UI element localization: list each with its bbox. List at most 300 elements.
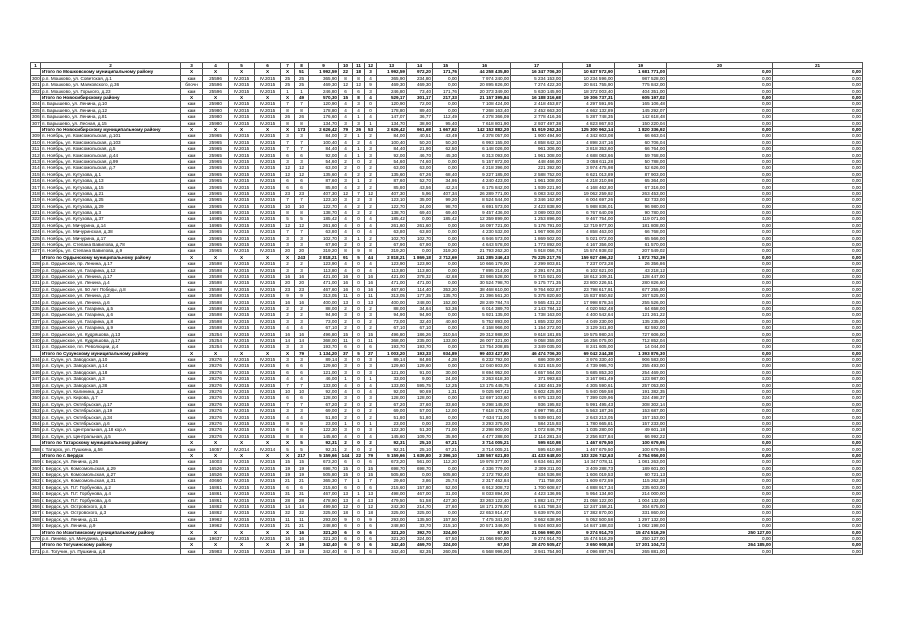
- table-cell: 0: [353, 165, 365, 171]
- table-cell: кам: [181, 376, 203, 382]
- table-cell: 336: [32, 312, 40, 318]
- table-cell: 0,00: [773, 203, 863, 209]
- table-cell: 99,20: [433, 197, 459, 203]
- table-cell: 0,00: [773, 388, 863, 394]
- table-cell: 122,30: [377, 427, 407, 433]
- table-cell: 0,00: [773, 235, 863, 241]
- table-cell: X: [203, 94, 229, 100]
- address-cell: п. Ноябрь, ул. Комсомольская, д.5: [41, 146, 181, 152]
- table-cell: 320: [32, 203, 40, 209]
- table-cell: IV.2015: [255, 152, 281, 158]
- table-cell: 6 912 308,72: [459, 484, 511, 490]
- table-cell: 25980: [203, 120, 229, 126]
- table-cell: 8: [353, 94, 365, 100]
- table-cell: 3: [365, 395, 377, 401]
- table-cell: 364: [32, 491, 40, 497]
- table-cell: 46,00: [309, 376, 339, 382]
- address-cell: п. Ноябрь, ул. Комсомольская, д.103: [41, 139, 181, 145]
- table-cell: кам: [181, 388, 203, 394]
- table-cell: 313,05: [309, 293, 339, 299]
- table-cell: 1 609 672,59: [563, 478, 615, 484]
- table-cell: 20 895 826,00: [459, 82, 511, 88]
- table-cell: 4 688 083,66: [563, 152, 615, 158]
- table-cell: 0,00: [773, 446, 863, 452]
- table-cell: 19 978 377,00: [459, 459, 511, 465]
- table-cell: 67,90: [407, 241, 433, 247]
- table-cell: 4: [365, 229, 377, 235]
- table-cell: 135 235,00: [615, 318, 667, 324]
- table-cell: 584 215,93: [511, 420, 563, 426]
- table-cell: 3: [339, 395, 353, 401]
- table-cell: IV.2015: [255, 478, 281, 484]
- table-cell: 0,00: [773, 369, 863, 375]
- table-cell: 88,00: [377, 305, 407, 311]
- table-cell: 8: [353, 75, 365, 81]
- table-cell: 7 108 424,00: [459, 101, 511, 107]
- table-cell: 113,80: [309, 267, 339, 273]
- table-cell: 9 274 914,70: [511, 535, 563, 541]
- table-cell: 352: [32, 408, 40, 414]
- table-cell: 100 679,95: [615, 446, 667, 452]
- table-cell: 121,00: [377, 369, 407, 375]
- table-cell: 3: [339, 369, 353, 375]
- table-cell: 342,40: [309, 548, 339, 554]
- table-cell: 92,00: [377, 388, 407, 394]
- table-cell: 0,00: [433, 75, 459, 81]
- table-cell: 5: [353, 254, 365, 260]
- table-cell: 378,32: [407, 273, 433, 279]
- table-cell: 3 089 003,00: [511, 209, 563, 215]
- table-cell: 5 234 153,00: [511, 75, 563, 81]
- table-cell: кам: [181, 178, 203, 184]
- table-cell: 87 903,00: [615, 171, 667, 177]
- table-cell: IV.2015: [255, 184, 281, 190]
- table-cell: IV.2015: [229, 209, 255, 215]
- table-cell: 9 227 185,00: [459, 171, 511, 177]
- address-cell: г. Татарск, ул. Пушкина, д.56: [41, 446, 181, 452]
- table-cell: кам: [181, 158, 203, 164]
- table-cell: 8 033 894,00: [459, 491, 511, 497]
- table-cell: 100,40: [377, 139, 407, 145]
- table-cell: 0: [353, 548, 365, 554]
- table-cell: 4: [295, 414, 309, 420]
- table-cell: 4 182 461,39: [511, 382, 563, 388]
- table-cell: 16: [281, 535, 295, 541]
- table-cell: 1: [353, 178, 365, 184]
- table-cell: 26: [353, 126, 365, 132]
- table-cell: 1 992,59: [309, 69, 339, 75]
- table-cell: 120,90: [377, 101, 407, 107]
- table-cell: 8 241 605,00: [563, 344, 615, 350]
- table-cell: 4: [339, 216, 353, 222]
- table-cell: 0,00: [773, 510, 863, 516]
- table-cell: 324,00: [407, 535, 433, 541]
- table-cell: 14: [281, 503, 295, 509]
- table-cell: 356: [32, 433, 40, 439]
- table-cell: 314: [32, 165, 40, 171]
- table-cell: кам: [181, 222, 203, 228]
- table-cell: 2 298 900,00: [459, 427, 511, 433]
- table-cell: 302: [32, 88, 40, 94]
- table-cell: 6: [295, 369, 309, 375]
- table-cell: 1: [353, 133, 365, 139]
- table-cell: 6: [281, 427, 295, 433]
- table-cell: 100,40: [309, 139, 339, 145]
- table-cell: 6 102 621,00: [563, 267, 615, 273]
- table-cell: 1: [281, 88, 295, 94]
- table-cell: кам: [181, 510, 203, 516]
- table-cell: 12: [295, 222, 309, 228]
- table-cell: 29276: [203, 408, 229, 414]
- table-cell: 12: [281, 222, 295, 228]
- table-cell: 368: [32, 516, 40, 522]
- table-cell: 6 568 996,00: [459, 548, 511, 554]
- table-cell: 8 694 952,00: [459, 369, 511, 375]
- table-cell: 62,50: [433, 146, 459, 152]
- table-cell: 25983: [203, 548, 229, 554]
- table-cell: 6: [295, 427, 309, 433]
- table-cell: 9: [281, 420, 295, 426]
- table-cell: 157 233,00: [615, 420, 667, 426]
- table-cell: 0,00: [773, 363, 863, 369]
- table-cell: 427,30: [433, 497, 459, 503]
- table-cell: 23 800 226,51: [563, 280, 615, 286]
- table-cell: 133,00: [433, 337, 459, 343]
- table-cell: 40,60: [433, 318, 459, 324]
- table-cell: 0: [353, 535, 365, 541]
- table-cell: 8: [295, 433, 309, 439]
- table-cell: кам: [181, 503, 203, 509]
- table-cell: 29276: [203, 363, 229, 369]
- table-cell: 60 721,13: [615, 472, 667, 478]
- table-cell: IV.2015: [255, 82, 281, 88]
- table-cell: 21 157 395,84: [459, 94, 511, 100]
- table-cell: 255 526,00: [615, 299, 667, 305]
- address-cell: п. Ноябрь, ул. Мичуринская, д.38: [41, 229, 181, 235]
- table-cell: 2: [365, 158, 377, 164]
- table-cell: IV.2015: [229, 382, 255, 388]
- table-cell: 1 869,18: [407, 254, 433, 260]
- table-cell: 4 858 463,00: [563, 229, 615, 235]
- table-cell: 9 274 914,70: [563, 529, 615, 535]
- table-cell: 467,00: [309, 491, 339, 497]
- table-cell: X: [255, 440, 281, 446]
- table-cell: 0,00: [667, 356, 773, 362]
- table-cell: X: [229, 440, 255, 446]
- table-cell: 5 563 187,36: [563, 408, 615, 414]
- table-cell: 13: [339, 491, 353, 497]
- table-cell: 16526: [203, 465, 229, 471]
- table-cell: 301,17: [407, 94, 433, 100]
- table-cell: X: [181, 69, 203, 75]
- table-cell: 0,00: [773, 184, 863, 190]
- table-cell: 4 378 057,00: [459, 133, 511, 139]
- column-number-cell: 9: [309, 63, 339, 69]
- table-cell: кам: [181, 139, 203, 145]
- table-cell: 1 681 771,00: [615, 69, 667, 75]
- table-cell: 1 773 892,00: [511, 241, 563, 247]
- table-cell: 121,00: [309, 369, 339, 375]
- table-cell: 6: [281, 184, 295, 190]
- table-cell: 0: [353, 542, 365, 548]
- table-cell: 1: [353, 235, 365, 241]
- address-cell: г. Бердск, ул. Комсомольская, д.29: [41, 465, 181, 471]
- table-cell: IV.2015: [255, 401, 281, 407]
- column-number-cell: 19: [615, 63, 667, 69]
- table-cell: 0: [353, 414, 365, 420]
- table-cell: кам: [181, 305, 203, 311]
- table-cell: 0: [353, 312, 365, 318]
- table-cell: 52,70: [407, 178, 433, 184]
- table-cell: 25598: [203, 280, 229, 286]
- table-cell: 6: [339, 459, 353, 465]
- table-cell: 333: [32, 293, 40, 299]
- table-cell: кам: [181, 535, 203, 541]
- table-cell: 0: [353, 229, 365, 235]
- table-cell: 332: [32, 286, 40, 292]
- table-cell: 4: [339, 184, 353, 190]
- table-cell: 677 255,00: [615, 286, 667, 292]
- table-cell: 34,64: [407, 305, 433, 311]
- table-cell: 1: [365, 420, 377, 426]
- table-cell: 0,00: [407, 472, 433, 478]
- table-cell: 2: [365, 235, 377, 241]
- table-cell: 60 706,04: [615, 139, 667, 145]
- table-cell: 0: [353, 510, 365, 516]
- table-cell: IV.2015: [229, 478, 255, 484]
- table-cell: 2: [339, 165, 353, 171]
- table-cell: 3: [281, 356, 295, 362]
- table-cell: 4 336 779,00: [459, 465, 511, 471]
- table-cell: 46 474 706,30: [511, 350, 563, 356]
- table-cell: 321: [32, 210, 40, 216]
- table-cell: 0,00: [773, 69, 863, 75]
- table-cell: 181 808,00: [615, 222, 667, 228]
- table-cell: 53,36: [433, 305, 459, 311]
- table-cell: IV.2015: [229, 158, 255, 164]
- address-cell: р.п. Сузун, ул. Октябрьская, д.19: [41, 408, 181, 414]
- table-cell: кам: [181, 248, 203, 254]
- table-cell: 2 309 311,00: [511, 465, 563, 471]
- table-cell: 7: [353, 190, 365, 196]
- table-cell: 351: [32, 401, 40, 407]
- table-cell: 99 403 427,80: [459, 350, 511, 356]
- table-cell: 3: [339, 235, 353, 241]
- table-cell: IV.2015: [255, 139, 281, 145]
- table-cell: 467,00: [407, 491, 433, 497]
- table-cell: 8: [295, 107, 309, 113]
- spreadsheet: [30, 62, 862, 555]
- address-cell: р.п. Сузун, ул. Заводская, д.14: [41, 363, 181, 369]
- table-cell: кам: [181, 363, 203, 369]
- table-cell: 16: [295, 529, 309, 535]
- table-cell: 0,00: [773, 293, 863, 299]
- table-cell: 0,00: [667, 318, 773, 324]
- table-cell: 775 842,00: [615, 82, 667, 88]
- table-cell: 0,00: [667, 69, 773, 75]
- table-cell: X: [203, 350, 229, 356]
- table-cell: 2: [339, 318, 353, 324]
- column-number-cell: 2: [41, 63, 181, 69]
- table-cell: 2: [365, 414, 377, 420]
- table-cell: 4: [295, 376, 309, 382]
- table-cell: 3 263 618,30: [459, 376, 511, 382]
- table-cell: 6: [295, 178, 309, 184]
- table-cell: IV.2015: [255, 420, 281, 426]
- table-cell: 19: [281, 465, 295, 471]
- table-cell: 0: [353, 325, 365, 331]
- table-cell: кам: [181, 197, 203, 203]
- address-cell: г. Бердск, ул. Ленина, д.11: [41, 516, 181, 522]
- table-cell: 7 618 176,00: [459, 408, 511, 414]
- table-cell: 34,95: [433, 178, 459, 184]
- address-cell: г. Бердск, ул. Ленина, д.26: [41, 459, 181, 465]
- table-cell: IV.2015: [255, 465, 281, 471]
- table-cell: 12: [281, 171, 295, 177]
- table-cell: IV.2015: [229, 241, 255, 247]
- table-cell: 73,00: [309, 318, 339, 324]
- table-cell: 242,30: [377, 503, 407, 509]
- table-cell: 0,00: [667, 503, 773, 509]
- table-cell: X: [255, 452, 281, 458]
- table-cell: 25598: [203, 293, 229, 299]
- table-cell: 0,00: [667, 516, 773, 522]
- table-cell: IV.2015: [229, 484, 255, 490]
- table-cell: IV.2015: [229, 503, 255, 509]
- table-cell: 673,20: [309, 459, 339, 465]
- table-cell: 16 097 721,00: [459, 222, 511, 228]
- table-cell: 25965: [203, 139, 229, 145]
- table-cell: 25598: [203, 299, 229, 305]
- table-cell: 13 175 445,75: [459, 382, 511, 388]
- table-cell: IV.2015: [229, 465, 255, 471]
- table-cell: 3: [339, 356, 353, 362]
- table-cell: 10 234 596,00: [563, 75, 615, 81]
- table-cell: 13: [365, 497, 377, 503]
- table-cell: IV.2015: [255, 503, 281, 509]
- table-cell: X: [181, 254, 203, 260]
- table-cell: 5 630 145,90: [511, 88, 563, 94]
- table-cell: 0,00: [667, 120, 773, 126]
- table-cell: IV.2015: [255, 197, 281, 203]
- table-cell: 0,00: [667, 523, 773, 529]
- table-cell: 328: [32, 261, 40, 267]
- table-cell: 4 858 642,10: [511, 139, 563, 145]
- table-cell: 10: [281, 203, 295, 209]
- table-cell: 1: [295, 88, 309, 94]
- table-cell: IV.2015: [229, 88, 255, 94]
- table-cell: 0,00: [667, 472, 773, 478]
- table-cell: кам: [181, 209, 203, 215]
- table-cell: 0,00: [407, 216, 433, 222]
- table-cell: 7: [281, 197, 295, 203]
- table-cell: 113,80: [407, 267, 433, 273]
- table-cell: 0: [353, 484, 365, 490]
- table-cell: 317: [32, 184, 40, 190]
- table-cell: 595 610,98: [511, 446, 563, 452]
- table-cell: 5 052 500,58: [563, 516, 615, 522]
- table-cell: 4 297 591,95: [563, 101, 615, 107]
- table-cell: 4: [339, 433, 353, 439]
- table-cell: 2 143 784,12: [511, 305, 563, 311]
- table-cell: 342,40: [309, 542, 339, 548]
- table-cell: 145,60: [377, 433, 407, 439]
- table-cell: 14: [295, 337, 309, 343]
- table-cell: 3: [365, 312, 377, 318]
- table-cell: IV.2015: [229, 312, 255, 318]
- table-cell: 67,21: [433, 440, 459, 446]
- table-cell: 0,00: [773, 82, 863, 88]
- table-cell: 2: [365, 171, 377, 177]
- table-cell: 348: [32, 382, 40, 388]
- table-cell: 4 423 136,95: [511, 491, 563, 497]
- table-cell: IV.2015: [255, 318, 281, 324]
- table-cell: 19637: [203, 535, 229, 541]
- table-cell: 698,70: [309, 465, 339, 471]
- table-cell: IV.2015: [229, 216, 255, 222]
- table-cell: 260,05: [433, 548, 459, 554]
- table-cell: 38,90: [407, 120, 433, 126]
- table-cell: 67,50: [459, 529, 511, 535]
- table-cell: IV.2015: [255, 516, 281, 522]
- table-cell: 3 818 353,60: [563, 146, 615, 152]
- table-cell: 961 306,00: [511, 146, 563, 152]
- table-cell: кам: [181, 548, 203, 554]
- table-cell: 193,33: [407, 350, 433, 356]
- table-cell: 123,90: [407, 261, 433, 267]
- table-cell: 178,80: [377, 107, 407, 113]
- table-cell: 7: [295, 382, 309, 388]
- table-cell: кам: [181, 344, 203, 350]
- table-cell: 0,00: [667, 158, 773, 164]
- address-cell: г. Бердск, ул. Комсомольская, д.27: [41, 472, 181, 478]
- table-cell: 7: [281, 229, 295, 235]
- table-cell: 67,10: [407, 325, 433, 331]
- column-number-cell: 12: [365, 63, 377, 69]
- table-cell: 9: [365, 82, 377, 88]
- table-cell: 0,00: [667, 114, 773, 120]
- table-cell: 30 524 798,70: [459, 280, 511, 286]
- table-cell: блочн: [181, 82, 203, 88]
- table-cell: 67,10: [309, 325, 339, 331]
- table-cell: 4 230 532,00: [459, 229, 511, 235]
- address-cell: г. Бердск, ул. Островского, д.5: [41, 503, 181, 509]
- table-cell: 4: [281, 414, 295, 420]
- table-cell: 69 042 244,38: [563, 350, 615, 356]
- table-cell: 67 316,00: [615, 184, 667, 190]
- table-cell: 4 477 288,00: [459, 433, 511, 439]
- table-cell: 33,00: [377, 376, 407, 382]
- table-cell: 3 058 611,28: [563, 158, 615, 164]
- table-cell: 241 285 246,43: [459, 254, 511, 260]
- table-cell: IV.2015: [229, 120, 255, 126]
- table-cell: 3: [281, 133, 295, 139]
- table-cell: 371 993,63: [511, 376, 563, 382]
- table-cell: 248,80: [377, 523, 407, 529]
- table-cell: 90 780,00: [615, 209, 667, 215]
- address-cell: п. Ноябрь, ул. Комсомольская, д.44: [41, 152, 181, 158]
- table-cell: 2 626,42: [309, 126, 339, 132]
- table-cell: 5 954 134,80: [563, 491, 615, 497]
- table-cell: 255 493,00: [615, 363, 667, 369]
- table-cell: 12 697 103,60: [459, 395, 511, 401]
- table-cell: 82 733,00: [615, 197, 667, 203]
- table-cell: 19: [295, 542, 309, 548]
- table-cell: 4 997 795,43: [511, 408, 563, 414]
- table-cell: IV.2015: [229, 433, 255, 439]
- table-cell: 49: [295, 94, 309, 100]
- table-cell: 0: [353, 523, 365, 529]
